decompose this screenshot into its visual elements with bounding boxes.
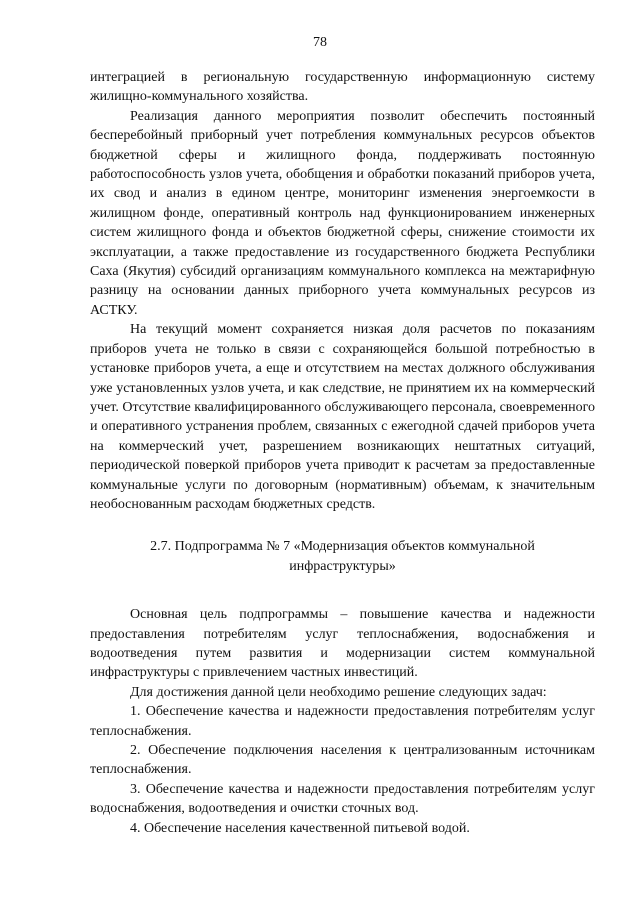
paragraph-current-state: На текущий момент сохраняется низкая доля расчетов по показаниям приборов учета не только в связи с сохраняющейся большой потребностью в установке приборов учета, а еще и отсутствием на местах должного обслуживания уже установленных узлов учета, и как следствие, не принятием их на коммерческий учет. Отсутствие квалифицированного обслуживающего персонала, своевременного и оперативного устранения проблем, связанных с ежегодной сдачей приборов учета на коммерческий учет, разрешением возникающих нештатных ситуаций, периодической поверкой приборов учета приводит к расчетам за предоставленные коммунальные услуги по договорным (нормативным) объемам, к значительным необоснованным расходам бюджетных средств.: [90, 322, 595, 512]
paragraph-implementation: Реализация данного мероприятия позволит обеспечить постоянный бесперебойный приборный учет потребления коммунальных ресурсов объектов бюджетной сферы и жилищного фонда, поддерживать постоянную работоспособность узлов учета, обобщения и обработки показаний приборов учета, их свод и анализ в едином центре, мониторинг изменения энергоемкости в жилищном фонде, оперативный контроль над функционированием инженерных систем жилищного фонда и объектов бюджетной сферы, снижение стоимости их эксплуатации, а также предоставление из государственного бюджета Республики Саха (Якутия) субсидий организациям коммунального комплекса на межтарифную разницу на основании данных приборного учета коммунальных ресурсов из АСТКУ.: [90, 108, 595, 318]
task-item-4: 4. Обеспечение населения качественной питьевой водой.: [130, 820, 470, 836]
task-item-1: 1. Обеспечение качества и надежности предоставления потребителям услуг теплоснабжения.: [90, 704, 595, 739]
page-number: 78: [313, 35, 327, 50]
task-item-2: 2. Обеспечение подключения населения к централизованным источникам теплоснабжения.: [90, 743, 595, 778]
task-item-3: 3. Обеспечение качества и надежности предоставления потребителям услуг водоснабжения, водоотведения и очистки сточных вод.: [90, 781, 595, 817]
paragraph-continuation: интеграцией в региональную государственную информационную систему жилищно-коммунального хозяйства.: [90, 70, 595, 105]
paragraph-main-goal: Основная цель подпрограммы – повышение качества и надежности предоставления потребителям услуг теплоснабжения, водоснабжения и водоотведения путем развития и модернизации систем коммунальной инфраструктуры с привлечением частных инвестиций.: [90, 607, 595, 681]
section-heading: 2.7. Подпрограмма № 7 «Модернизация объектов коммунальной инфраструктуры»: [150, 539, 535, 574]
paragraph-tasks-lead: Для достижения данной цели необходимо решение следующих задач:: [130, 684, 547, 700]
document-body: [90, 68, 595, 838]
